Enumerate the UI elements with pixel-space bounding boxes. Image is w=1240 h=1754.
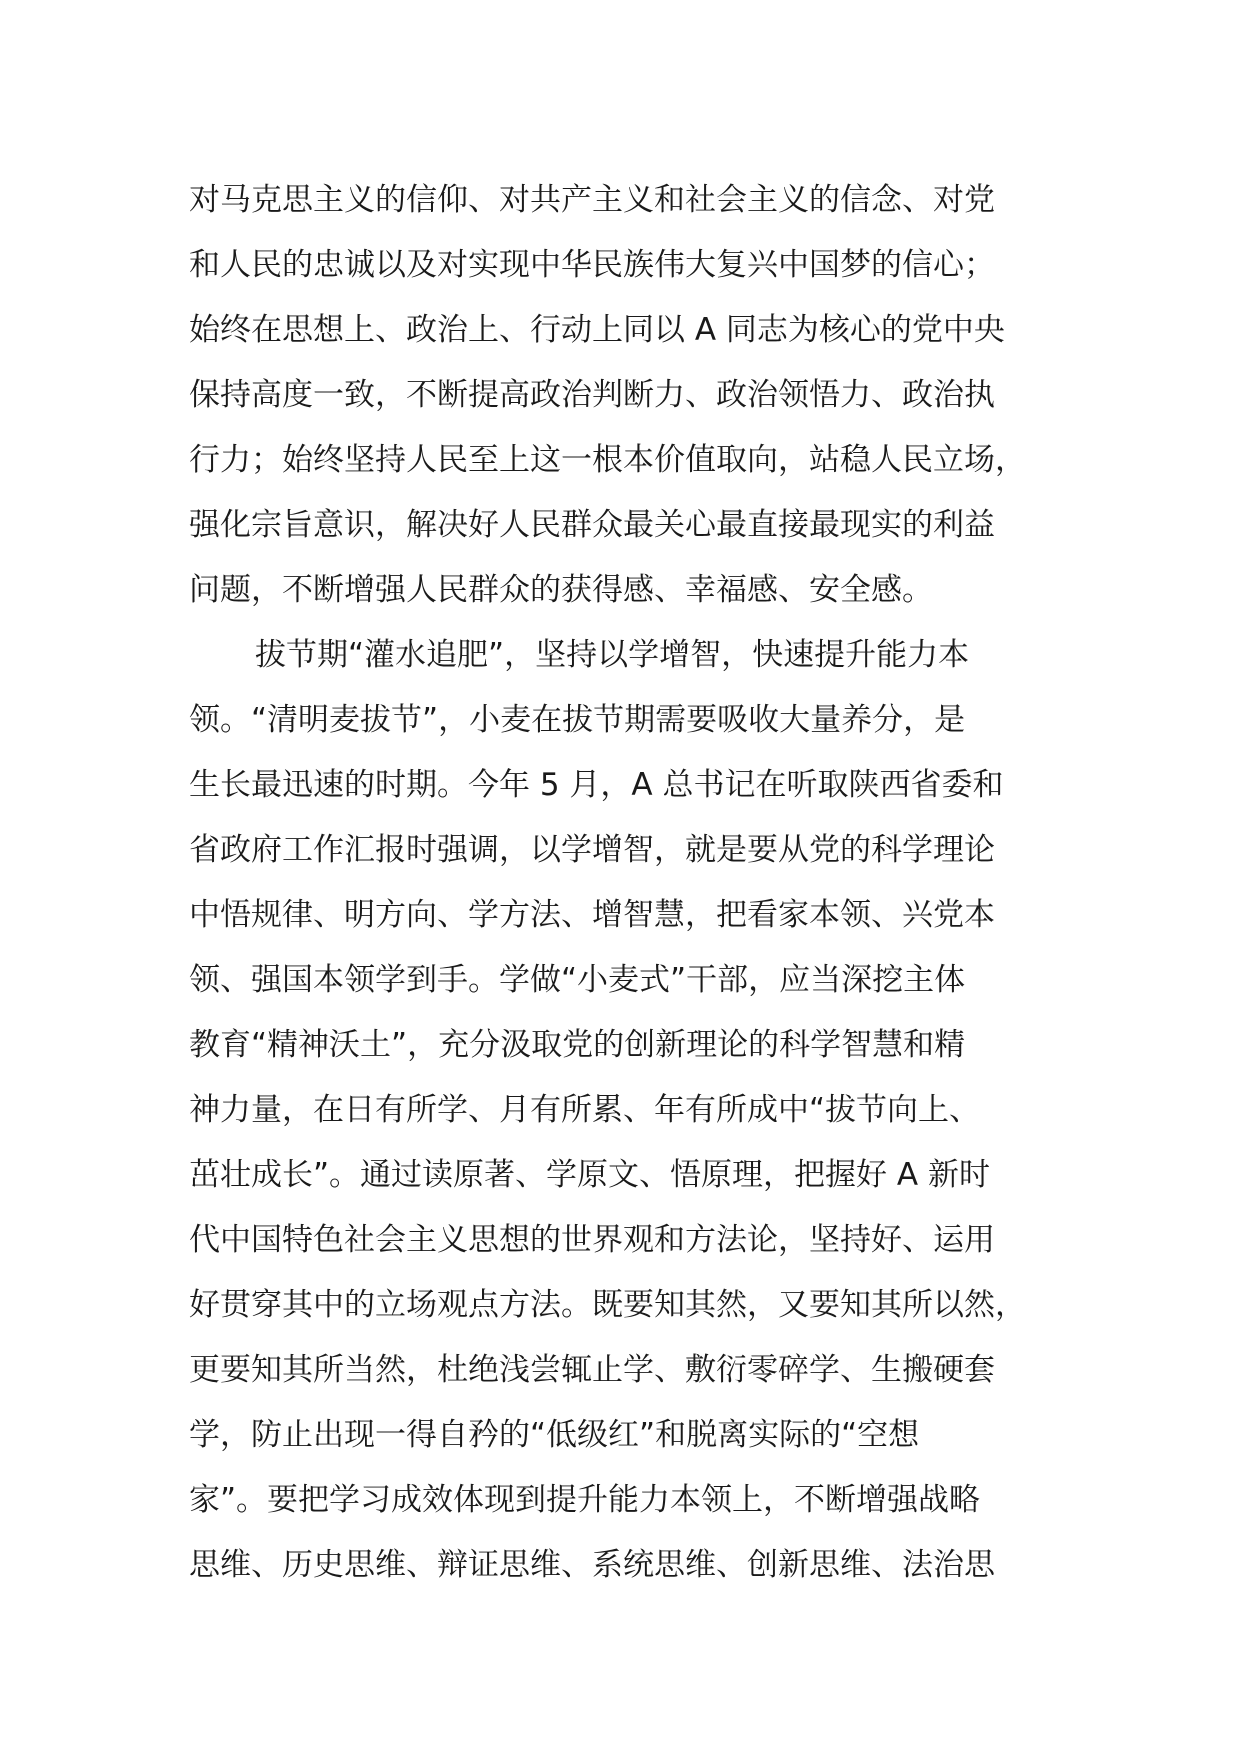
text-line: 强化宗旨意识，解决好人民群众最关心最直接最现实的利益 (189, 507, 995, 543)
text-line: 省政府工作汇报时强调，以学增智，就是要从党的科学理论 (189, 832, 995, 868)
text-line: 领。“清明麦拔节”，小麦在拔节期需要吸收大量养分，是 (189, 702, 966, 738)
text-line: 家”。要把学习成效体现到提升能力本领上，不断增强战略 (189, 1482, 981, 1518)
text-line: 茁壮成长”。通过读原著、学原文、悟原理，把握好 A 新时 (189, 1157, 990, 1193)
body-text (189, 168, 1069, 1598)
text-line: 生长最迅速的时期。今年 5 月，A 总书记在听取陕西省委和 (189, 767, 1004, 803)
text-line: 始终在思想上、政治上、行动上同以 A 同志为核心的党中央 (189, 312, 1005, 348)
text-line: 代中国特色社会主义思想的世界观和方法论，坚持好、运用 (189, 1222, 995, 1258)
text-line: 中悟规律、明方向、学方法、增智慧，把看家本领、兴党本 (189, 897, 995, 933)
text-line: 行力；始终坚持人民至上这一根本价值取向，站稳人民立场， (189, 442, 1026, 478)
text-line: 问题，不断增强人民群众的获得感、幸福感、安全感。 (189, 572, 933, 608)
text-line: 和人民的忠诚以及对实现中华民族伟大复兴中国梦的信心； (189, 247, 995, 283)
text-line: 更要知其所当然，杜绝浅尝辄止学、敷衍零碎学、生搬硬套 (189, 1352, 995, 1388)
text-line: 对马克思主义的信仰、对共产主义和社会主义的信念、对党 (189, 182, 995, 218)
text-line: 教育“精神沃土”，充分汲取党的创新理论的科学智慧和精 (189, 1027, 966, 1063)
text-line: 学，防止出现一得自矜的“低级红”和脱离实际的“空想 (189, 1417, 920, 1453)
text-line: 领、强国本领学到手。学做“小麦式”干部，应当深挖主体 (189, 962, 966, 998)
text-line: 保持高度一致，不断提高政治判断力、政治领悟力、政治执 (189, 377, 995, 413)
text-line: 好贯穿其中的立场观点方法。既要知其然，又要知其所以然， (189, 1287, 1026, 1323)
text-line: 神力量，在日有所学、月有所累、年有所成中“拔节向上、 (189, 1092, 981, 1128)
paragraph-first-line: 拔节期“灌水追肥”，坚持以学增智，快速提升能力本 (255, 637, 970, 673)
text-line: 思维、历史思维、辩证思维、系统思维、创新思维、法治思 (189, 1547, 995, 1583)
